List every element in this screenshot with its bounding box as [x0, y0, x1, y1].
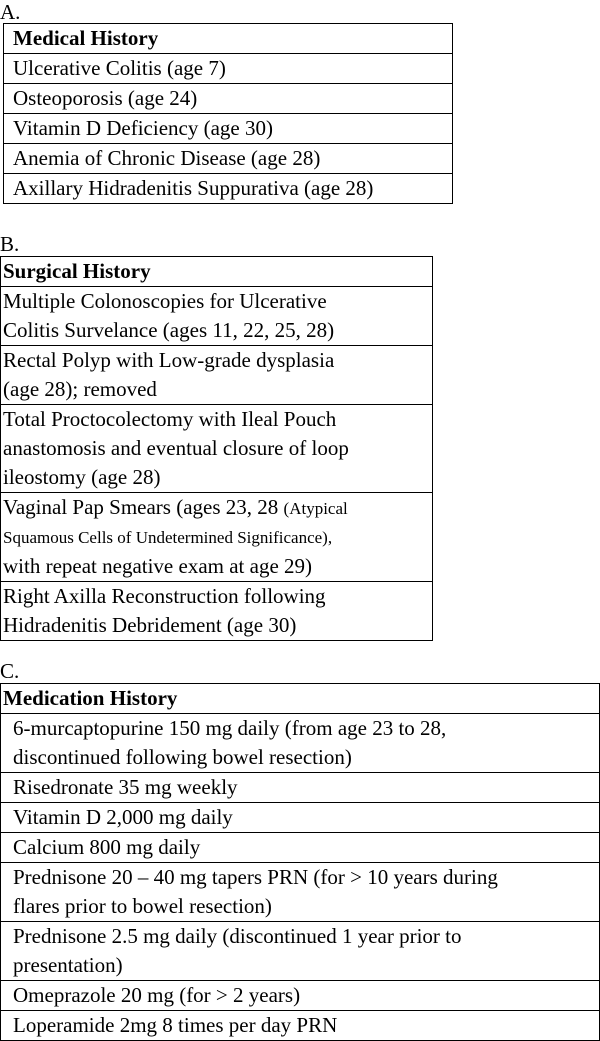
- cell-line: Loperamide 2mg 8 times per day PRN: [13, 1013, 338, 1037]
- cell-line: with repeat negative exam at age 29): [3, 554, 313, 578]
- table-row: [1, 981, 600, 1011]
- cell-line: Risedronate 35 mg weekly: [13, 775, 238, 799]
- table-cell: Vitamin D Deficiency (age 30): [4, 114, 453, 144]
- table-cell: [1, 803, 600, 833]
- table-row: [1, 714, 600, 773]
- cell-line-small: Squamous Cells of Undetermined Significance),: [3, 528, 333, 547]
- surgical-history-table: [0, 256, 433, 641]
- cell-line: Colitis Survelance (ages 11, 22, 25, 28): [3, 318, 335, 342]
- table-cell: [1, 981, 600, 1011]
- table-cell: Osteoporosis (age 24): [4, 84, 453, 114]
- cell-text-small: (Atypical: [283, 499, 348, 518]
- table-row: [1, 803, 600, 833]
- table-row: [4, 144, 453, 174]
- table-row: [1, 863, 600, 922]
- cell-line: presentation): [13, 953, 123, 977]
- cell-line: ileostomy (age 28): [3, 465, 161, 489]
- table-row: [4, 114, 453, 144]
- table-cell: [1, 863, 600, 922]
- cell-line: Omeprazole 20 mg (for > 2 years): [13, 983, 301, 1007]
- surgical-history-header: Surgical History: [1, 257, 433, 287]
- table-row: [1, 1011, 600, 1041]
- cell-line: Calcium 800 mg daily: [13, 835, 201, 859]
- section-a-label: A.: [0, 0, 21, 24]
- table-row: [1, 582, 433, 641]
- table-row: [1, 287, 433, 346]
- table-row: [1, 493, 433, 582]
- table-cell: [1, 1011, 600, 1041]
- cell-line: (age 28); removed: [3, 377, 157, 401]
- medical-history-header: Medical History: [4, 24, 453, 54]
- table-cell: Axillary Hidradenitis Suppurativa (age 28): [4, 174, 453, 204]
- cell-line: anastomosis and eventual closure of loop: [3, 436, 349, 460]
- section-b-label: B.: [0, 232, 20, 256]
- table-cell: Ulcerative Colitis (age 7): [4, 54, 453, 84]
- medication-history-header: Medication History: [1, 684, 600, 714]
- table-cell: [1, 714, 600, 773]
- cell-line: Rectal Polyp with Low-grade dysplasia: [3, 348, 335, 372]
- section-c-label: C.: [0, 659, 20, 683]
- cell-line: Vitamin D 2,000 mg daily: [13, 805, 233, 829]
- cell-line: Total Proctocolectomy with Ileal Pouch: [3, 407, 337, 431]
- table-row: [1, 405, 433, 493]
- medical-history-table: [3, 23, 453, 204]
- table-cell: [1, 833, 600, 863]
- table-cell: [1, 287, 433, 346]
- table-cell: [1, 773, 600, 803]
- table-row: [1, 346, 433, 405]
- table-row: [1, 922, 600, 981]
- table-row: [4, 84, 453, 114]
- cell-line: Right Axilla Reconstruction following: [3, 584, 326, 608]
- table-cell: [1, 346, 433, 405]
- table-row: [1, 833, 600, 863]
- table-cell: [1, 922, 600, 981]
- table-cell: [1, 405, 433, 493]
- cell-line: Hidradenitis Debridement (age 30): [3, 613, 297, 637]
- table-header-row: [1, 684, 600, 714]
- table-row: [1, 773, 600, 803]
- cell-line: Prednisone 20 – 40 mg tapers PRN (for > 10 years during: [13, 865, 498, 889]
- cell-line: Multiple Colonoscopies for Ulcerative: [3, 289, 327, 313]
- medication-history-table: [0, 683, 600, 1041]
- cell-line: discontinued following bowel resection): [13, 745, 352, 769]
- cell-line: [3, 493, 432, 523]
- table-cell: [1, 582, 433, 641]
- table-cell: [1, 493, 433, 582]
- cell-line: flares prior to bowel resection): [13, 894, 272, 918]
- table-row: [4, 174, 453, 204]
- cell-line: Prednisone 2.5 mg daily (discontinued 1 year prior to: [13, 924, 462, 948]
- table-cell: Anemia of Chronic Disease (age 28): [4, 144, 453, 174]
- table-row: [4, 54, 453, 84]
- table-header-row: [4, 24, 453, 54]
- cell-text: Vaginal Pap Smears (ages 23, 28: [3, 495, 284, 519]
- cell-line: 6-murcaptopurine 150 mg daily (from age 23 to 28,: [13, 716, 447, 740]
- table-header-row: [1, 257, 433, 287]
